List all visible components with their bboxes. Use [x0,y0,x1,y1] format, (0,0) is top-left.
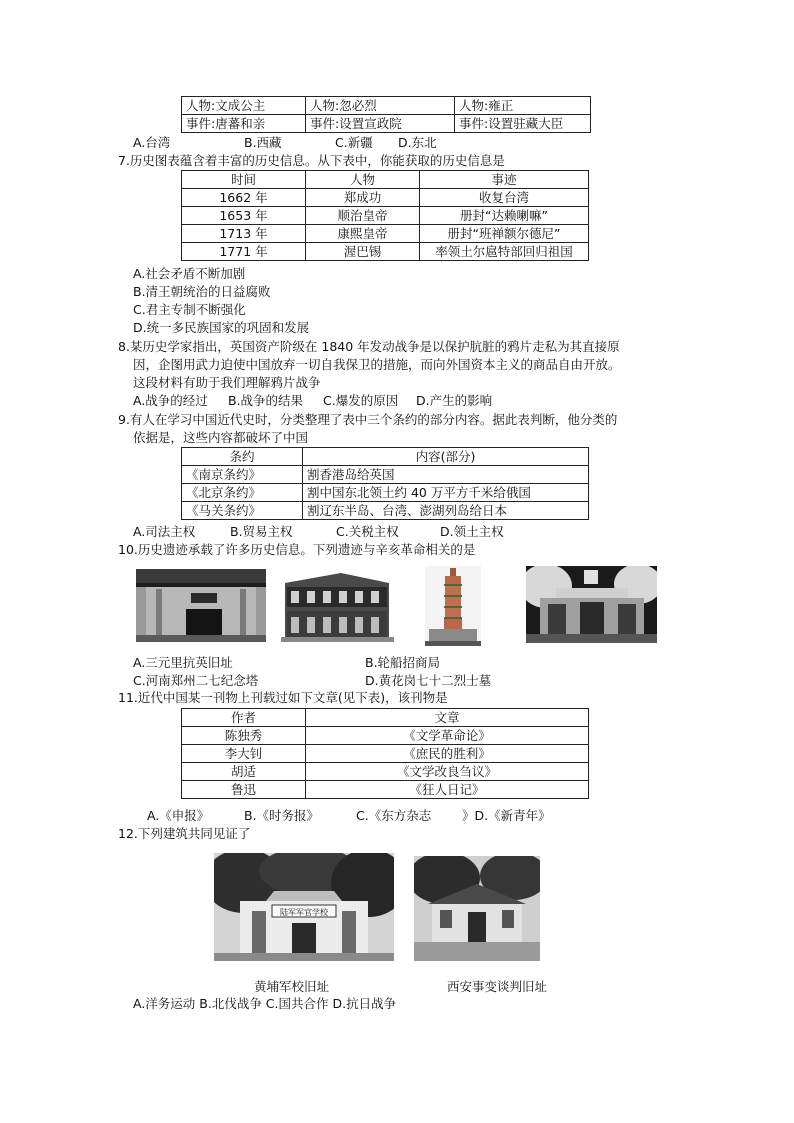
table-cell: 李大钊 [182,745,306,763]
table-cell: 《文学革命论》 [306,727,589,745]
table-header-row [182,171,589,189]
table-row [182,502,589,520]
table-row [182,207,589,225]
option-a[interactable]: A.《申报》 [147,808,210,823]
table-cell: 1662 年 [182,189,306,207]
table-cell: 人物:文成公主 [182,97,306,115]
table-row [182,781,589,799]
table-row [182,484,589,502]
q7-table [181,170,589,261]
table-cell: 《庶民的胜利》 [306,745,589,763]
table-cell: 事件:设置宣政院 [306,115,455,133]
table-cell: 人物:雍正 [455,97,591,115]
q6-table [181,96,591,133]
table-cell: 割辽东半岛、台湾、澎湖列岛给日本 [303,502,589,520]
option-c[interactable]: C.新疆 [335,135,373,150]
column-header: 文章 [306,709,589,727]
option-d[interactable]: D.产生的影响 [416,393,493,408]
column-header: 内容(部分) [303,448,589,466]
option-c[interactable]: C.《东方杂志 [356,808,432,823]
q7-option-c[interactable]: C.君主专制不断强化 [133,302,246,317]
q12-stem: 12.下列建筑共同见证了 [118,826,251,841]
table-cell: 收复台湾 [420,189,589,207]
option-b[interactable]: B.《时务报》 [244,808,320,823]
q11-table [181,708,589,799]
table-cell: 康熙皇帝 [306,225,420,243]
q10-stem: 10.历史遗迹承载了许多历史信息。下列遗迹与辛亥革命相关的是 [118,542,476,557]
q9-line-1: 9.有人在学习中国近代史时，分类整理了表中三个条约的部分内容。据此表判断，他分类的 [118,412,618,427]
table-cell: 册封“达赖喇嘛” [420,207,589,225]
column-header: 人物 [306,171,420,189]
option-c[interactable]: C.关税主权 [336,524,399,539]
table-row [182,466,589,484]
table-cell: 《北京条约》 [182,484,303,502]
table-row [182,115,591,133]
q9-options [133,524,533,540]
q10-option-d[interactable]: D.黄花岗七十二烈士墓 [365,673,492,688]
column-header: 条约 [182,448,303,466]
option-b[interactable]: B.西藏 [244,135,282,150]
option-a[interactable]: A.战争的经过 [133,393,208,408]
q6-options [133,135,437,151]
q8-line-2: 因，企图用武力迫使中国放弃一切自我保卫的措施，而向外国资本主义的商品自由开放。 [133,357,621,372]
table-cell: 郑成功 [306,189,420,207]
table-cell: 割香港岛给英国 [303,466,589,484]
table-cell: 人物:忽必烈 [306,97,455,115]
option-b[interactable]: B.贸易主权 [230,524,293,539]
table-cell: 鲁迅 [182,781,306,799]
xian-incident-photo [414,856,540,961]
table-row [182,243,589,261]
q7-option-d[interactable]: D.统一多民族国家的巩固和发展 [133,320,310,335]
option-b[interactable]: B.战争的结果 [228,393,304,408]
sanyuanli-photo [136,569,266,642]
table-header-row [182,448,589,466]
q11-options [147,808,587,824]
q7-option-b[interactable]: B.清王朝统治的日益腐败 [133,284,271,299]
q8-line-1: 8.某历史学家指出，英国资产阶级在 1840 年发动战争是以保护肮脏的鸦片走私为其直接原 [118,339,620,354]
q11-stem: 11.近代中国某一刊物上刊载过如下文章(见下表)，该刊物是 [118,690,448,705]
q7-option-a[interactable]: A.社会矛盾不断加剧 [133,266,246,281]
q10-option-a[interactable]: A.三元里抗英旧址 [133,655,233,670]
table-cell: 胡适 [182,763,306,781]
academy-sign-text: 陆军军官学校 [280,908,328,917]
table-cell: 《文学改良刍议》 [306,763,589,781]
table-row [182,97,591,115]
table-header-row [182,709,589,727]
option-c[interactable]: C.爆发的原因 [323,393,399,408]
table-row [182,763,589,781]
table-cell: 《马关条约》 [182,502,303,520]
table-cell: 率领土尔扈特部回归祖国 [420,243,589,261]
q8-line-3: 这段材料有助于我们理解鸦片战争 [133,375,321,390]
table-cell: 事件:唐蕃和亲 [182,115,306,133]
q10-option-c[interactable]: C.河南郑州二七纪念塔 [133,673,259,688]
option-d[interactable]: D.领土主权 [440,524,504,539]
q8-options [133,393,493,409]
table-cell: 《狂人日记》 [306,781,589,799]
caption-whampoa: 黄埔军校旧址 [254,979,330,994]
option-d[interactable]: 》D.《新青年》 [462,808,551,823]
table-cell: 陈独秀 [182,727,306,745]
huanghuagang-photo [526,566,657,643]
option-d[interactable]: D.东北 [398,135,437,150]
table-row [182,225,589,243]
table-cell: 顺治皇帝 [306,207,420,225]
q7-stem: 7.历史图表蕴含着丰富的历史信息。从下表中，你能获取的历史信息是 [118,153,505,168]
table-cell: 1713 年 [182,225,306,243]
q9-line-2: 依据是，这些内容都破坏了中国 [133,430,309,445]
q10-option-b[interactable]: B.轮船招商局 [365,655,441,670]
column-header: 作者 [182,709,306,727]
column-header: 事迹 [420,171,589,189]
steamship-bureau-photo [281,569,394,642]
column-header: 时间 [182,171,306,189]
table-cell: 《南京条约》 [182,466,303,484]
erqi-tower-photo [425,566,481,646]
table-cell: 册封“班禅额尔德尼” [420,225,589,243]
table-cell: 1771 年 [182,243,306,261]
q12-options[interactable]: A.洋务运动 B.北伐战争 C.国共合作 D.抗日战争 [133,996,397,1011]
table-cell: 割中国东北领土约 40 万平方千米给俄国 [303,484,589,502]
table-cell: 渥巴锡 [306,243,420,261]
table-row [182,189,589,207]
table-row [182,727,589,745]
table-cell: 1653 年 [182,207,306,225]
whampoa-academy-photo [214,853,394,961]
table-row [182,745,589,763]
option-a[interactable]: A.台湾 [133,135,171,150]
table-cell: 事件:设置驻藏大臣 [455,115,591,133]
option-a[interactable]: A.司法主权 [133,524,196,539]
q9-table [181,447,589,520]
caption-xian: 西安事变谈判旧址 [447,979,548,994]
